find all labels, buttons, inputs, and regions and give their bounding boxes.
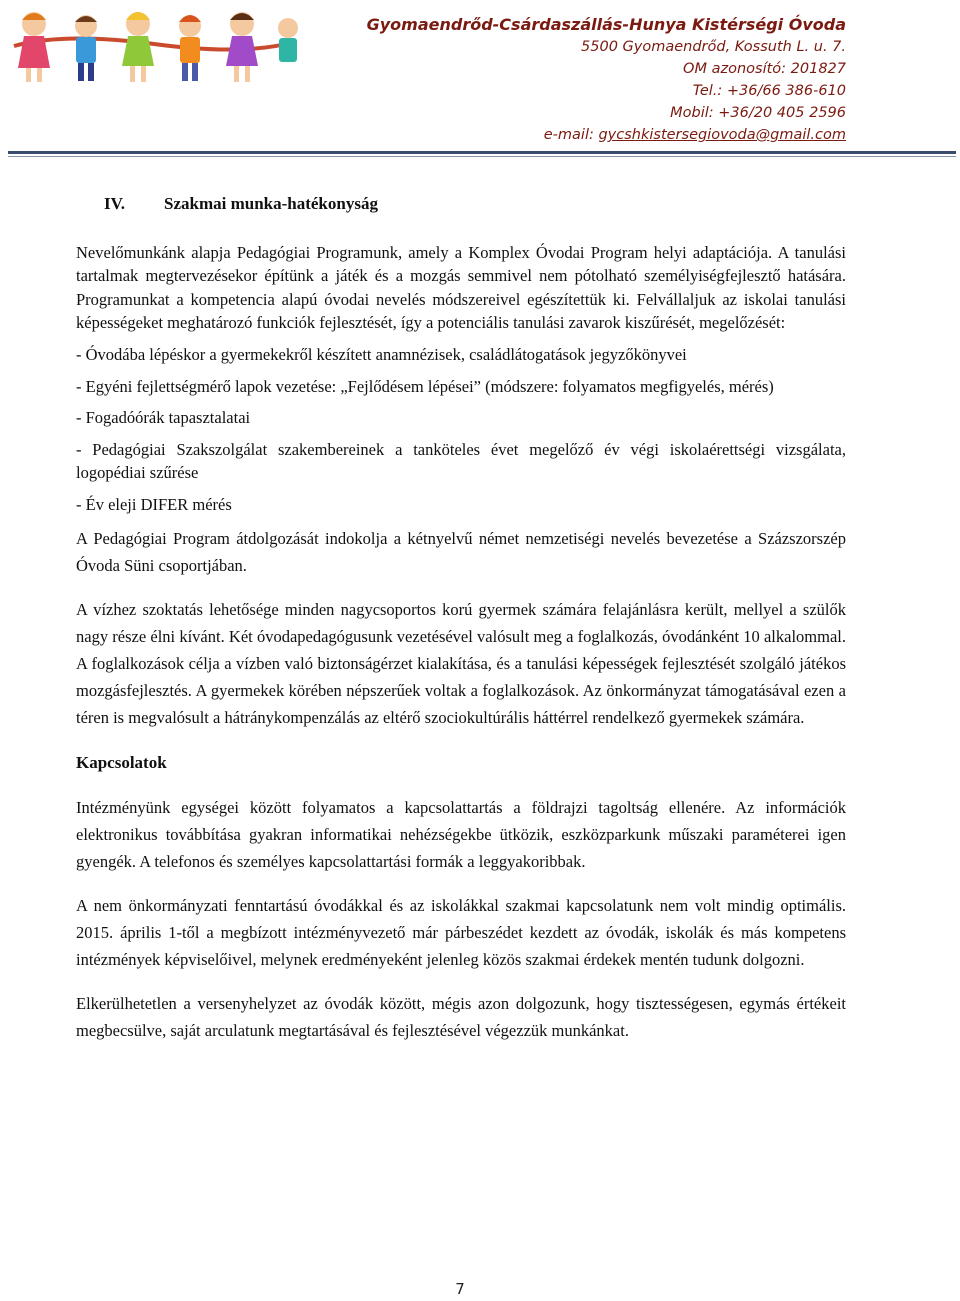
page-number: 7: [455, 1280, 465, 1298]
om-identifier: OM azonosító: 201827: [683, 61, 846, 77]
document-body: [76, 192, 846, 1052]
paragraph-contacts-1: Intézményünk egységei között folyamatos a kapcsolattartás a földrajzi tagoltság ellenére. Az információk elektronikus továbbítása gyakran informatikai nehézségekbe ütközik, eszközparkunk műszaki paraméterei igen gyengék. A telefonos és személyes kapcsolattartási formák a leggyakoribbak.: [76, 798, 846, 872]
paragraph-contacts-3: Elkerülhetetlen a versenyhelyzet az óvodák között, mégis azon dolgozunk, hogy tisztességesen, egymás értékeit megbecsülve, saját arculatunk megtartásával és fejlesztésével végezzük munkánkat.: [76, 994, 846, 1041]
email-line: [367, 124, 846, 146]
paragraph-contacts-2: A nem önkormányzati fenntartású óvodákkal és az iskolákkal szakmai kapcsolatunk nem volt mindig optimális. 2015. április 1-től a megbízott intézményvezető már párbeszédet kezdett az óvodák, iskolák és más kompetens intézmények képviselőivel, melynek eredményeként jelenleg közös szakmai érdekek mentén tudunk dolgozni.: [76, 896, 846, 970]
organization-name: Gyomaendrőd-Csárdaszállás-Hunya Kistérségi Óvoda: [366, 15, 846, 34]
header-rule-thin: [8, 156, 956, 157]
paragraph-swimming: A vízhez szoktatás lehetősége minden nagycsoportos korú gyermek számára felajánlásra került, mellyel a szülők nagy része élni kívánt. Két óvodapedagógusunk vezetésével valósult meg a foglalkozás, óvodánként 10 alkalommal. A foglalkozások célja a vízben való biztonságérzet kialakítása, és a tanulási képességek fejlesztését szolgáló játékos mozgásfejlesztés. A gyermekek körében népszerűek voltak a foglalkozások. Az önkormányzat támogatásával ezen a téren is megvalósult a hátránykompenzálás az eltérő szociokultúrális háttérrel rendelkező gyermekek számára.: [76, 599, 846, 727]
paragraph-program: A Pedagógiai Program átdolgozását indokolja a kétnyelvű német nemzetiségi nevelés bevezetése a Százszorszép Óvoda Süni csoportjában.: [76, 528, 846, 575]
children-logo-icon: [4, 2, 304, 88]
list-item: - Óvodába lépéskor a gyermekekről készített anamnézisek, családlátogatások jegyzőkönyvei: [76, 344, 687, 364]
address: 5500 Gyomaendrőd, Kossuth L. u. 7.: [581, 39, 846, 55]
email-link[interactable]: gycshkistersegiovoda@gmail.com: [598, 127, 846, 143]
list-item: - Év eleji DIFER mérés: [76, 494, 232, 514]
subsection-heading: Kapcsolatok: [76, 752, 167, 772]
list-item: - Pedagógiai Szakszolgálat szakembereinek a tanköteles évet megelőző év végi iskolaérettségi vizsgálata, logopédiai szűrése: [76, 439, 846, 483]
mobile: Mobil: +36/20 405 2596: [670, 105, 846, 121]
letterhead-contact: [367, 14, 846, 146]
section-heading: [104, 192, 846, 216]
email-prefix: e-mail:: [543, 127, 599, 143]
letterhead-header: [0, 0, 960, 160]
list-item: - Fogadóórák tapasztalatai: [76, 408, 251, 428]
section-title: Szakmai munka-hatékonyság: [164, 194, 378, 213]
list-item: - Egyéni fejlettségmérő lapok vezetése: „Fejlődésem lépései” (módszere: folyamatos megfigyelés, mérés): [76, 376, 774, 396]
phone: Tel.: +36/66 386-610: [692, 83, 846, 99]
paragraph-intro: Nevelőmunkánk alapja Pedagógiai Programunk, amely a Komplex Óvodai Program helyi adaptációja. A tanulási tartalmak megtervezésekor építünk a játék és a mozgás semmivel nem pótolható személyiségfejlesztő hatására. Programunkat a kompetencia alapú óvodai nevelés módszereivel egészítettük ki. Felvállaljuk az iskolai tanulási képességeket meghatározó funkciók fejlesztését, így a potenciális tanulási zavarok kiszűrését, megelőzését:: [76, 242, 846, 333]
section-number: IV.: [104, 194, 125, 213]
header-rule: [8, 151, 956, 154]
